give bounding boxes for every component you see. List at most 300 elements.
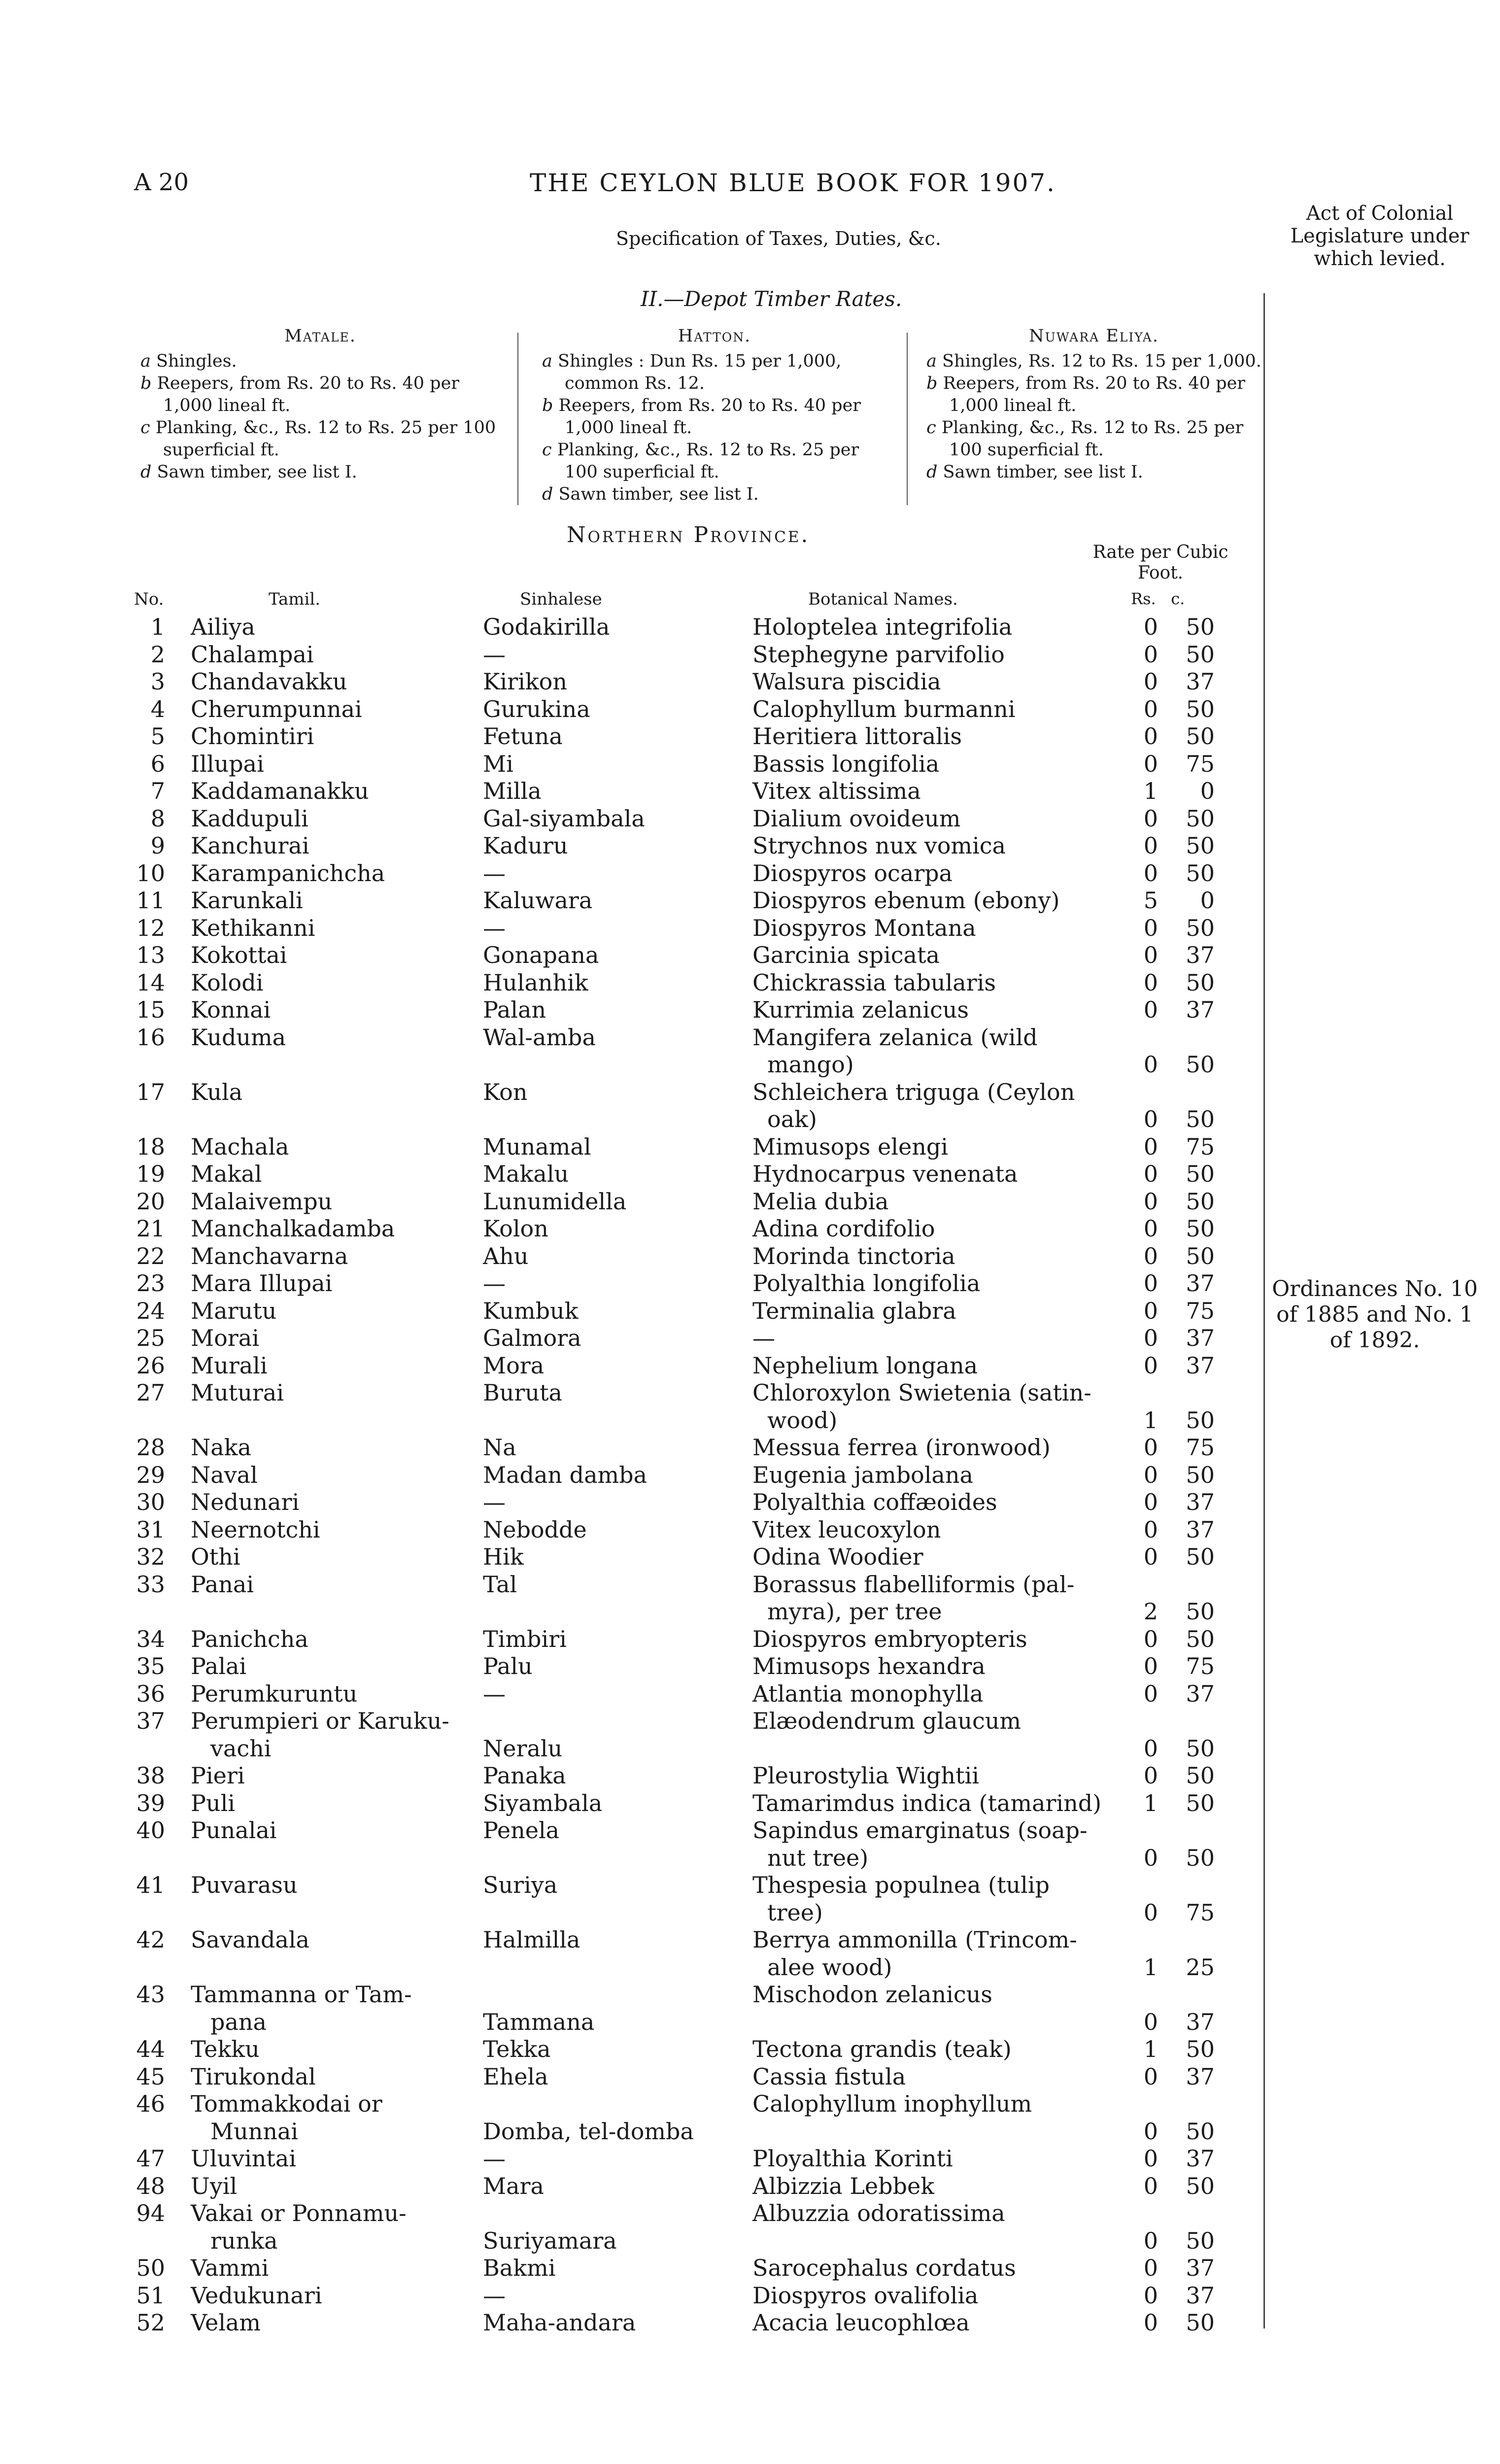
sinhalese-name: Palan	[483, 996, 546, 1023]
table-row	[0, 1215, 1261, 1243]
depot-column-heading: Nuwara Eliya.	[1029, 326, 1159, 346]
row-number: 24	[136, 1297, 165, 1324]
rate-rupees: 0	[1143, 2118, 1158, 2145]
botanical-name: Calophyllum burmanni	[752, 695, 1016, 722]
rate-rupees: 0	[1143, 1242, 1158, 1269]
rate-rupees: 0	[1143, 969, 1158, 996]
tamil-name: Othi	[191, 1543, 240, 1570]
botanical-name: myra), per tree	[767, 1598, 942, 1625]
entry-letter: d	[140, 462, 152, 482]
sinhalese-name: Kaluwara	[483, 887, 593, 914]
botanical-name: Messua ferrea (ironwood)	[752, 1434, 1051, 1461]
tamil-name: Velam	[191, 2309, 261, 2336]
rate-rupees: 0	[1143, 1489, 1158, 1515]
sinhalese-name: Lunumidella	[483, 1188, 627, 1215]
row-number: 11	[136, 887, 165, 914]
row-number: 48	[136, 2172, 165, 2199]
rate-rupees: 0	[1143, 668, 1158, 695]
table-row	[0, 942, 1261, 969]
botanical-name: Dialium ovoideum	[752, 805, 961, 832]
row-number: 10	[136, 859, 165, 887]
table-row	[0, 915, 1261, 942]
page-title: THE CEYLON BLUE BOOK FOR 1907.	[530, 169, 1056, 197]
rate-rupees: 0	[1143, 723, 1158, 750]
sinhalese-name: Hulanhik	[483, 969, 588, 996]
sinhalese-name: Buruta	[483, 1379, 562, 1406]
rate-rupees: 0	[1143, 614, 1158, 640]
sinhalese-header: Sinhalese	[520, 589, 602, 609]
entry-letter: b	[926, 374, 938, 393]
rate-cents: 50	[1186, 723, 1215, 750]
tamil-name: Perumpieri or Karuku-	[191, 1708, 449, 1734]
rate-cents: 37	[1186, 1270, 1215, 1297]
depot-column-hatton	[542, 325, 887, 506]
table-row	[0, 2173, 1261, 2200]
rate-rupees: 1	[1143, 778, 1158, 804]
rate-cents: 50	[1186, 805, 1215, 832]
rate-cents: 50	[1186, 1789, 1215, 1816]
botanical-name: Chloroxylon Swietenia (satin-	[752, 1379, 1091, 1406]
sinhalese-name: Neralu	[483, 1735, 563, 1762]
botanical-name: Bassis longifolia	[752, 750, 940, 777]
sinhalese-name: Tammana	[483, 2008, 595, 2035]
tamil-name: Mara Illupai	[191, 1270, 333, 1297]
row-number: 8	[150, 805, 165, 832]
table-row	[0, 641, 1261, 669]
entry-text: Planking, &c., Rs. 12 to Rs. 25 per 100 superficial ft.	[941, 418, 1244, 460]
rate-rupees: 0	[1143, 2309, 1158, 2336]
rate-cents: 37	[1186, 996, 1215, 1023]
entry-text: Sawn timber, see list I.	[558, 484, 759, 504]
rate-cents: 37	[1186, 2282, 1215, 2309]
tamil-name: pana	[210, 2008, 267, 2035]
tamil-name: Panai	[191, 1571, 254, 1598]
tamil-name: Vakai or Ponnamu-	[191, 2200, 407, 2226]
botanical-name: Schleichera triguga (Ceylon	[752, 1078, 1075, 1105]
tamil-name: Kaddupuli	[191, 805, 308, 832]
page-number: A 20	[134, 169, 189, 196]
rate-rupees: 0	[1143, 2063, 1158, 2090]
rate-cents: 37	[1186, 1325, 1215, 1351]
botanical-name: Eugenia jambolana	[752, 1461, 973, 1488]
rate-cents: 75	[1186, 1133, 1215, 1160]
tamil-name: Kaddamanakku	[191, 778, 369, 804]
tamil-name: Illupai	[191, 750, 264, 777]
entry-text: Shingles : Dun Rs. 15 per 1,000, common Rs. 12.	[558, 351, 842, 393]
tamil-name: Munnai	[210, 2118, 299, 2145]
sinhalese-name: Wal-amba	[483, 1024, 596, 1051]
row-number: 37	[136, 1708, 165, 1734]
botanical-name: oak)	[767, 1106, 817, 1132]
depot-column-nuwara-eliya	[926, 325, 1261, 483]
table-row	[0, 805, 1261, 833]
tamil-name: Tekku	[191, 2036, 260, 2062]
botanical-name: Ployalthia Korinti	[752, 2145, 953, 2172]
table-row	[0, 2255, 1261, 2282]
table-row	[0, 1762, 1261, 1790]
table-row	[0, 1516, 1261, 1544]
rate-cents: 50	[1186, 614, 1215, 640]
row-number: 52	[136, 2309, 165, 2336]
rs-header: Rs.	[1131, 589, 1156, 608]
rate-cents: 50	[1186, 914, 1215, 941]
depot-column-heading: Matale.	[284, 326, 356, 346]
depot-column-matale	[140, 325, 500, 483]
sinhalese-name: Godakirilla	[483, 614, 610, 640]
entry-letter: d	[926, 462, 938, 482]
row-number: 9	[150, 832, 165, 859]
botanical-name: Sapindus emarginatus (soap-	[752, 1817, 1088, 1844]
entry-text: Planking, &c., Rs. 12 to Rs. 25 per 100 superficial ft.	[155, 418, 496, 460]
c-header: c.	[1171, 589, 1185, 608]
botanical-name: Diospyros embryopteris	[752, 1625, 1027, 1652]
row-number: 44	[136, 2036, 165, 2062]
botanical-name: Nephelium longana	[752, 1352, 978, 1379]
tamil-name: Nedunari	[191, 1489, 300, 1515]
table-row	[0, 1981, 1261, 2036]
botanical-name: Calophyllum inophyllum	[752, 2090, 1032, 2117]
rate-rupees: 0	[1143, 1762, 1158, 1789]
sinhalese-name: Gal-siyambala	[483, 805, 645, 832]
sinhalese-name: Suriyamara	[483, 2227, 617, 2254]
sinhalese-name: Nebodde	[483, 1516, 587, 1543]
tamil-name: Savandala	[191, 1926, 309, 1953]
rate-rupees: 1	[1143, 1789, 1158, 1816]
rate-rupees: 0	[1143, 1543, 1158, 1570]
row-number: 17	[136, 1078, 165, 1105]
row-number: 51	[136, 2282, 165, 2309]
tamil-name: Makal	[191, 1161, 262, 1187]
province-heading: Northern Province.	[567, 522, 810, 548]
table-row	[0, 887, 1261, 915]
botanical-name: Borassus flabelliformis (pal-	[752, 1571, 1075, 1598]
rate-rupees: 0	[1143, 996, 1158, 1023]
table-row	[0, 1790, 1261, 1817]
rate-unit-header	[1131, 589, 1185, 608]
botanical-name: Mimusops elengi	[752, 1133, 948, 1160]
table-row	[0, 1817, 1261, 1872]
botanical-name: Vitex altissima	[752, 778, 921, 804]
sinhalese-name: —	[483, 641, 506, 668]
entry-letter: a	[926, 351, 937, 371]
rate-rupees: 0	[1143, 750, 1158, 777]
botanical-name: Diospyros Montana	[752, 914, 976, 941]
margin-note-ordinances: Ordinances No. 10 of 1885 and No. 1 of 1892.	[1272, 1276, 1478, 1353]
botanical-name: Holoptelea integrifolia	[752, 614, 1013, 640]
table-row	[0, 1680, 1261, 1708]
sinhalese-name: —	[483, 1489, 506, 1515]
rate-cents: 75	[1186, 1899, 1215, 1926]
row-number: 36	[136, 1680, 165, 1707]
sinhalese-name: Palu	[483, 1653, 533, 1679]
sinhalese-name: Fetuna	[483, 723, 563, 750]
rate-cents: 37	[1186, 1516, 1215, 1543]
rate-cents: 50	[1186, 1625, 1215, 1652]
botanical-name: Hydnocarpus venenata	[752, 1161, 1018, 1187]
tamil-name: Tammanna or Tam-	[191, 1981, 412, 2008]
rate-rupees: 1	[1143, 1953, 1158, 1981]
entry-letter: c	[140, 418, 150, 438]
table-row	[0, 1434, 1261, 1462]
tamil-name: Tommakkodai or	[191, 2090, 382, 2117]
rate-cents: 37	[1186, 1680, 1215, 1707]
row-number: 27	[136, 1379, 165, 1406]
botanical-name: Diospyros ocarpa	[752, 859, 953, 887]
rate-rupees: 0	[1143, 859, 1158, 887]
sinhalese-name: Maha-andara	[483, 2309, 636, 2336]
row-number: 39	[136, 1789, 165, 1816]
botanical-name: Tectona grandis (teak)	[752, 2036, 1012, 2062]
sinhalese-name: Mara	[483, 2172, 544, 2199]
sinhalese-name: Ahu	[483, 1242, 529, 1269]
rate-cents: 0	[1200, 887, 1215, 914]
table-row	[0, 614, 1261, 641]
botanical-name: alee wood)	[767, 1953, 892, 1981]
tamil-name: Naka	[191, 1434, 251, 1461]
botanical-name: Berrya ammonilla (Trincom-	[752, 1926, 1077, 1953]
table-row	[0, 1352, 1261, 1380]
botanical-name: Stephegyne parvifolio	[752, 641, 1005, 668]
rate-rupees: 0	[1143, 2282, 1158, 2309]
depot-entry	[926, 350, 1261, 373]
rate-rupees: 0	[1143, 2145, 1158, 2172]
depot-entry	[926, 373, 1261, 417]
rate-cents: 50	[1186, 1242, 1215, 1269]
page-subtitle: Specification of Taxes, Duties, &c.	[616, 228, 941, 249]
rate-cents: 50	[1186, 1762, 1215, 1789]
no-header: No.	[134, 589, 164, 609]
tamil-name: Vammi	[191, 2255, 269, 2281]
row-number: 32	[136, 1543, 165, 1570]
depot-entry	[140, 373, 500, 417]
tamil-name: Marutu	[191, 1297, 277, 1324]
rate-cents: 50	[1186, 2172, 1215, 2199]
botanical-name: —	[752, 1325, 775, 1351]
row-number: 4	[150, 695, 165, 722]
table-row	[0, 1626, 1261, 1653]
sinhalese-name: —	[483, 1680, 506, 1707]
rate-rupees: 0	[1143, 805, 1158, 832]
rate-cents: 50	[1186, 695, 1215, 722]
table-row	[0, 1161, 1261, 1188]
rate-cents: 50	[1186, 1598, 1215, 1625]
row-number: 25	[136, 1325, 165, 1351]
tamil-name: Morai	[191, 1325, 259, 1351]
rate-rupees: 0	[1143, 2255, 1158, 2281]
rate-rupees: 2	[1143, 1598, 1158, 1625]
tamil-name: Puli	[191, 1789, 236, 1816]
entry-letter: b	[140, 374, 152, 393]
botanical-name: Chickrassia tabularis	[752, 969, 996, 996]
table-row	[0, 696, 1261, 723]
tamil-name: Chomintiri	[191, 723, 314, 750]
table-row	[0, 1462, 1261, 1489]
row-number: 6	[150, 750, 165, 777]
entry-letter: c	[542, 440, 552, 460]
sinhalese-name: —	[483, 2145, 506, 2172]
sinhalese-name: Ehela	[483, 2063, 548, 2090]
row-number: 28	[136, 1434, 165, 1461]
row-number: 22	[136, 1242, 165, 1269]
row-number: 34	[136, 1625, 165, 1652]
sinhalese-name: Galmora	[483, 1325, 581, 1351]
tamil-name: Kuduma	[191, 1024, 286, 1051]
row-number: 3	[150, 668, 165, 695]
rate-cents: 37	[1186, 942, 1215, 968]
table-row	[0, 969, 1261, 997]
table-row	[0, 2309, 1261, 2337]
rate-rupees: 0	[1143, 942, 1158, 968]
botanical-name: Mischodon zelanicus	[752, 1981, 992, 2008]
rate-cents: 37	[1186, 2008, 1215, 2035]
sinhalese-name: Makalu	[483, 1161, 569, 1187]
tamil-name: Puvarasu	[191, 1872, 298, 1898]
tamil-name: vachi	[210, 1735, 272, 1762]
rate-rupees: 0	[1143, 1516, 1158, 1543]
sinhalese-name: —	[483, 859, 506, 887]
table-row	[0, 860, 1261, 888]
tamil-name: Chalampai	[191, 641, 314, 668]
botanical-name: mango)	[767, 1051, 854, 1078]
tamil-name: Kethikanni	[191, 914, 315, 941]
botanical-name: Diospyros ovalifolia	[752, 2282, 979, 2309]
sinhalese-name: Kaduru	[483, 832, 568, 859]
rate-rupees: 0	[1143, 1735, 1158, 1762]
tamil-name: Karunkali	[191, 887, 303, 914]
table-row	[0, 1243, 1261, 1270]
rate-rupees: 0	[1143, 1680, 1158, 1707]
botanical-name: Elæodendrum glaucum	[752, 1708, 1022, 1734]
row-number: 2	[150, 641, 165, 668]
rate-cents: 0	[1200, 778, 1215, 804]
row-number: 38	[136, 1762, 165, 1789]
rate-cents: 50	[1186, 2309, 1215, 2336]
rate-cents: 50	[1186, 1844, 1215, 1871]
depot-entry	[926, 417, 1261, 461]
rate-cents: 37	[1186, 668, 1215, 695]
row-number: 13	[136, 942, 165, 968]
depot-entry	[542, 395, 887, 439]
rate-rupees: 1	[1143, 2036, 1158, 2062]
margin-divider	[1263, 293, 1265, 2328]
row-number: 23	[136, 1270, 165, 1297]
depot-entry	[542, 350, 887, 395]
row-number: 41	[136, 1872, 165, 1898]
rate-rupees: 0	[1143, 1625, 1158, 1652]
row-number: 30	[136, 1489, 165, 1515]
sinhalese-name: Domba, tel-domba	[483, 2118, 694, 2145]
sinhalese-name: Na	[483, 1434, 516, 1461]
rate-rupees: 0	[1143, 1161, 1158, 1187]
tamil-name: Vedukunari	[191, 2282, 322, 2309]
table-row	[0, 723, 1261, 751]
column-separator	[907, 333, 908, 505]
sinhalese-name: Kolon	[483, 1215, 548, 1242]
rate-rupees: 0	[1143, 832, 1158, 859]
tamil-name: Karampanichcha	[191, 859, 385, 887]
botanical-name: Cassia fistula	[752, 2063, 906, 2090]
sinhalese-name: Gonapana	[483, 942, 599, 968]
tamil-name: Murali	[191, 1352, 268, 1379]
rate-cents: 50	[1186, 1161, 1215, 1187]
rate-cents: 50	[1186, 1543, 1215, 1570]
entry-text: Shingles, Rs. 12 to Rs. 15 per 1,000.	[942, 351, 1261, 371]
depot-entry	[542, 439, 887, 483]
rate-cents: 50	[1186, 1106, 1215, 1132]
tamil-name: Uyil	[191, 2172, 238, 2199]
botanical-name: Acacia leucophlœa	[752, 2309, 970, 2336]
sinhalese-name: —	[483, 1270, 506, 1297]
table-row	[0, 2063, 1261, 2091]
table-row	[0, 751, 1261, 778]
table-row	[0, 778, 1261, 805]
sinhalese-name: Halmilla	[483, 1926, 580, 1953]
table-row	[0, 1708, 1261, 1762]
rate-cents: 50	[1186, 2118, 1215, 2145]
row-number: 18	[136, 1133, 165, 1160]
tamil-name: Perumkuruntu	[191, 1680, 358, 1707]
entry-text: Sawn timber, see list I.	[943, 462, 1143, 482]
table-row	[0, 996, 1261, 1024]
sinhalese-name: Timbiri	[483, 1625, 567, 1652]
botanical-name: Heritiera littoralis	[752, 723, 962, 750]
table-row	[0, 1079, 1261, 1133]
sinhalese-name: Mi	[483, 750, 513, 777]
rate-cents: 50	[1186, 2227, 1215, 2254]
entry-letter: a	[542, 351, 552, 371]
row-number: 40	[136, 1817, 165, 1844]
rate-rupees: 0	[1143, 1270, 1158, 1297]
tamil-name: Naval	[191, 1461, 258, 1488]
rate-cents: 50	[1186, 1215, 1215, 1242]
botanical-name: Diospyros ebenum (ebony)	[752, 887, 1060, 914]
botanical-name: Adina cordifolio	[752, 1215, 935, 1242]
botanical-name: Thespesia populnea (tulip	[752, 1872, 1050, 1898]
table-row	[0, 1325, 1261, 1352]
entry-letter: c	[926, 418, 936, 438]
sinhalese-name: Hik	[483, 1543, 524, 1570]
tamil-name: Pieri	[191, 1762, 245, 1789]
tamil-name: Neernotchi	[191, 1516, 320, 1543]
rate-cents: 75	[1186, 750, 1215, 777]
tamil-name: Kanchurai	[191, 832, 309, 859]
tamil-name: Kolodi	[191, 969, 264, 996]
entry-text: Reepers, from Rs. 20 to Rs. 40 per 1,000 lineal ft.	[157, 374, 460, 415]
rate-rupees: 0	[1143, 1297, 1158, 1324]
depot-entry	[140, 461, 500, 483]
sinhalese-name: Siyambala	[483, 1789, 603, 1816]
botanical-name: Mangifera zelanica (wild	[752, 1024, 1038, 1051]
sinhalese-name: Bakmi	[483, 2255, 556, 2281]
rate-cents: 50	[1186, 1051, 1215, 1078]
botanical-name: Polyalthia longifolia	[752, 1270, 981, 1297]
sinhalese-name: Tal	[483, 1571, 517, 1598]
rate-cents: 50	[1186, 1406, 1215, 1434]
botanical-name: Mimusops hexandra	[752, 1653, 986, 1679]
rate-rupees: 0	[1143, 914, 1158, 941]
row-number: 1	[150, 614, 165, 640]
entry-letter: a	[140, 351, 151, 371]
tamil-name: Kokottai	[191, 942, 287, 968]
sinhalese-name: Mora	[483, 1352, 545, 1379]
rate-rupees: 0	[1143, 1325, 1158, 1351]
tamil-name: Uluvintai	[191, 2145, 297, 2172]
entry-text: Reepers, from Rs. 20 to Rs. 40 per 1,000 lineal ft.	[943, 374, 1246, 415]
sinhalese-name: Milla	[483, 778, 542, 804]
botanical-name: Kurrimia zelanicus	[752, 996, 969, 1023]
row-number: 16	[136, 1024, 165, 1051]
rate-rupees: 0	[1143, 1051, 1158, 1078]
